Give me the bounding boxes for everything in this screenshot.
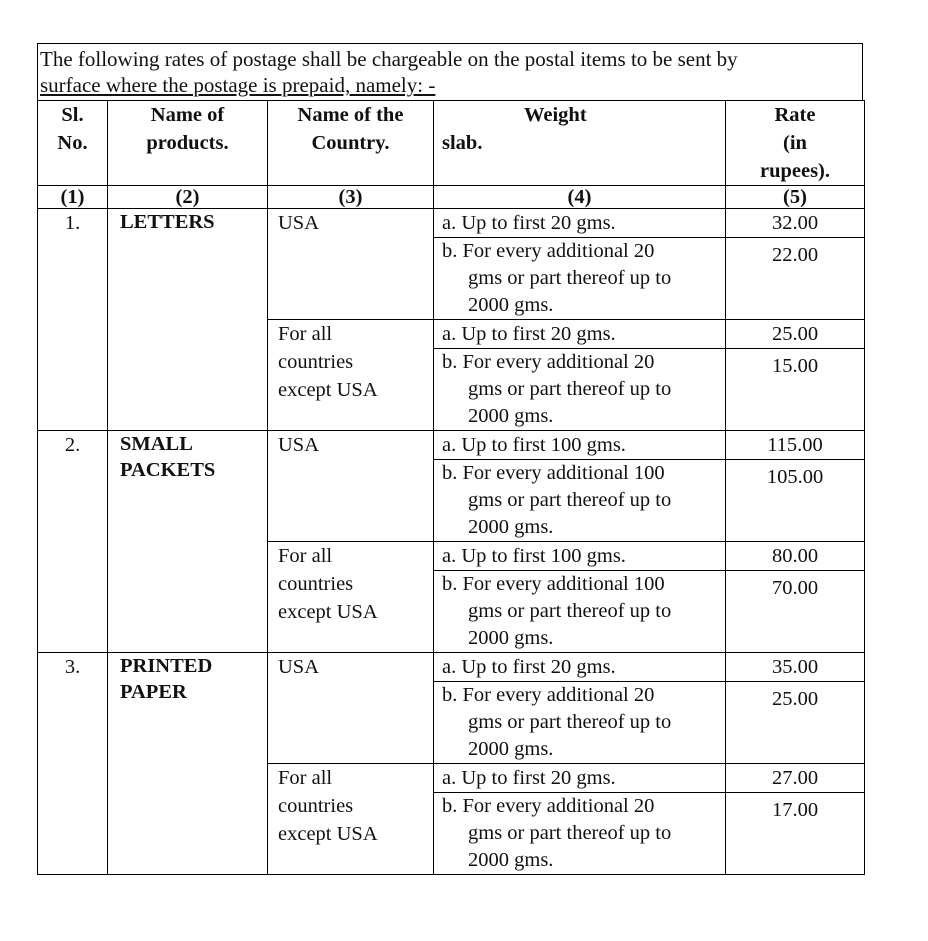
- row-sl: 1.: [38, 209, 108, 431]
- row-rate: 35.00 25.00: [726, 653, 865, 764]
- row-product: PRINTED PAPER: [108, 653, 268, 875]
- col-num-5: (5): [726, 186, 865, 209]
- table-row: [38, 653, 865, 764]
- row-weight-slab: a. Up to first 20 gms. b. For every additional 20 gms or part thereof up to 2000 gms.: [434, 653, 726, 764]
- header-weight: Weight slab.: [434, 101, 726, 186]
- row-sl: 2.: [38, 431, 108, 653]
- row-rate: 25.00 15.00: [726, 320, 865, 431]
- row-weight-slab: a. Up to first 20 gms. b. For every additional 20 gms or part thereof up to 2000 gms.: [434, 209, 726, 320]
- row-weight-slab: a. Up to first 100 gms. b. For every additional 100 gms or part thereof up to 2000 gms.: [434, 431, 726, 542]
- row-rate: 32.00 22.00: [726, 209, 865, 320]
- row-country: For all countries except USA: [268, 320, 434, 431]
- row-country: USA: [268, 209, 434, 320]
- row-weight-slab: a. Up to first 100 gms. b. For every additional 100 gms or part thereof up to 2000 gms.: [434, 542, 726, 653]
- col-num-2: (2): [108, 186, 268, 209]
- col-num-1: (1): [38, 186, 108, 209]
- row-rate: 27.00 17.00: [726, 764, 865, 875]
- row-weight-slab: a. Up to first 20 gms. b. For every additional 20 gms or part thereof up to 2000 gms.: [434, 320, 726, 431]
- header-sl: Sl. No.: [38, 101, 108, 186]
- col-num-3: (3): [268, 186, 434, 209]
- row-rate: 115.00 105.00: [726, 431, 865, 542]
- row-country: USA: [268, 431, 434, 542]
- row-rate: 80.00 70.00: [726, 542, 865, 653]
- header-row: [38, 101, 865, 186]
- intro-line-2-text: surface where the postage is prepaid, namely: -: [40, 73, 436, 97]
- table-row: [38, 209, 865, 320]
- header-country: Name of the Country.: [268, 101, 434, 186]
- postage-document: [37, 43, 863, 893]
- intro-paragraph: [37, 43, 863, 101]
- row-product: LETTERS: [108, 209, 268, 431]
- row-weight-slab: a. Up to first 20 gms. b. For every additional 20 gms or part thereof up to 2000 gms.: [434, 764, 726, 875]
- intro-line-2: [40, 72, 860, 98]
- postage-rates-table: [37, 100, 865, 875]
- table-row: [38, 431, 865, 542]
- row-product: SMALL PACKETS: [108, 431, 268, 653]
- header-name: Name of products.: [108, 101, 268, 186]
- col-num-4: (4): [434, 186, 726, 209]
- row-sl: 3.: [38, 653, 108, 875]
- column-number-row: [38, 186, 865, 209]
- row-country: For all countries except USA: [268, 764, 434, 875]
- row-country: USA: [268, 653, 434, 764]
- header-rate: Rate (in rupees).: [726, 101, 865, 186]
- row-country: For all countries except USA: [268, 542, 434, 653]
- intro-line-1: The following rates of postage shall be chargeable on the postal items to be sent by: [40, 47, 738, 71]
